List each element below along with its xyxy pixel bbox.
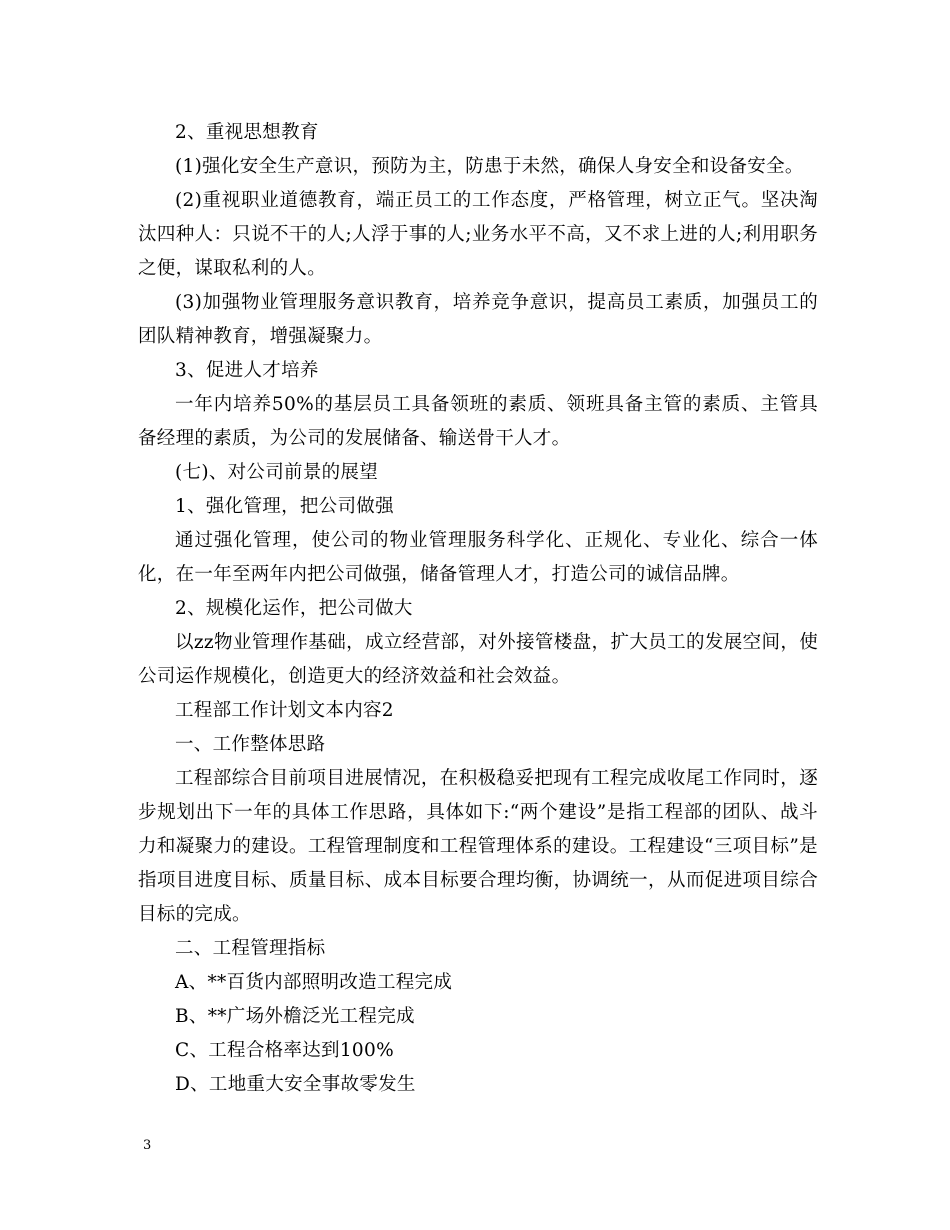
section-heading-strengthen-management: 1、强化管理，把公司做强	[175, 496, 394, 517]
section-heading-ideological-education: 2、重视思想教育	[175, 122, 319, 143]
paragraph-professional-ethics: (2)重视职业道德教育，端正员工的工作态度，严格管理，树立正气。坚决淘汰四种人：只说不干的人;人浮于事的人;业务水平不高，又不求上进的人;利用职务之便，谋取私利的人。	[138, 190, 818, 279]
list-item-indicator-c: C、工程合格率达到100%	[175, 1040, 394, 1061]
paragraph-scale-operation: 以zz物业管理作基础，成立经营部，对外接管楼盘，扩大员工的发展空间，使公司运作规模化，创造更大的经济效益和社会效益。	[138, 632, 818, 687]
list-item-indicator-a: A、**百货内部照明改造工程完成	[175, 972, 453, 993]
section-heading-management-indicators: 二、工程管理指标	[175, 938, 326, 959]
section-heading-company-outlook: (七)、对公司前景的展望	[175, 462, 379, 483]
section-heading-scale-operation: 2、规模化运作，把公司做大	[175, 598, 413, 619]
list-item-indicator-b: B、**广场外檐泛光工程完成	[175, 1006, 415, 1027]
paragraph-overall-approach: 工程部综合目前项目进展情况，在积极稳妥把现有工程完成收尾工作同时，逐步规划出下一年的具体工作思路，具体如下:“两个建设”是指工程部的团队、战斗力和凝聚力的建设。工程管理制度和工程管理体系的建设。工程建设“三项目标”是指项目进度目标、质量目标、成本目标要合理均衡，协调统一，从而促进项目综合目标的完成。	[138, 768, 818, 925]
section-heading-overall-approach: 一、工作整体思路	[175, 734, 326, 755]
page-number: 3	[143, 1138, 152, 1153]
document-subtitle: 工程部工作计划文本内容2	[175, 700, 394, 721]
list-item-indicator-d: D、工地重大安全事故零发生	[175, 1074, 416, 1095]
section-heading-talent-training: 3、促进人才培养	[175, 360, 319, 381]
paragraph-talent-training: 一年内培养50%的基层员工具备领班的素质、领班具备主管的素质、主管具备经理的素质，为公司的发展储备、输送骨干人才。	[138, 394, 818, 449]
paragraph-service-awareness: (3)加强物业管理服务意识教育，培养竞争意识，提高员工素质，加强员工的团队精神教育，增强凝聚力。	[138, 292, 818, 347]
paragraph-safety-awareness: (1)强化安全生产意识，预防为主，防患于未然，确保人身安全和设备安全。	[175, 156, 804, 177]
document-body	[138, 116, 818, 1102]
paragraph-strengthen-management: 通过强化管理，使公司的物业管理服务科学化、正规化、专业化、综合一体化，在一年至两年内把公司做强，储备管理人才，打造公司的诚信品牌。	[138, 530, 818, 585]
